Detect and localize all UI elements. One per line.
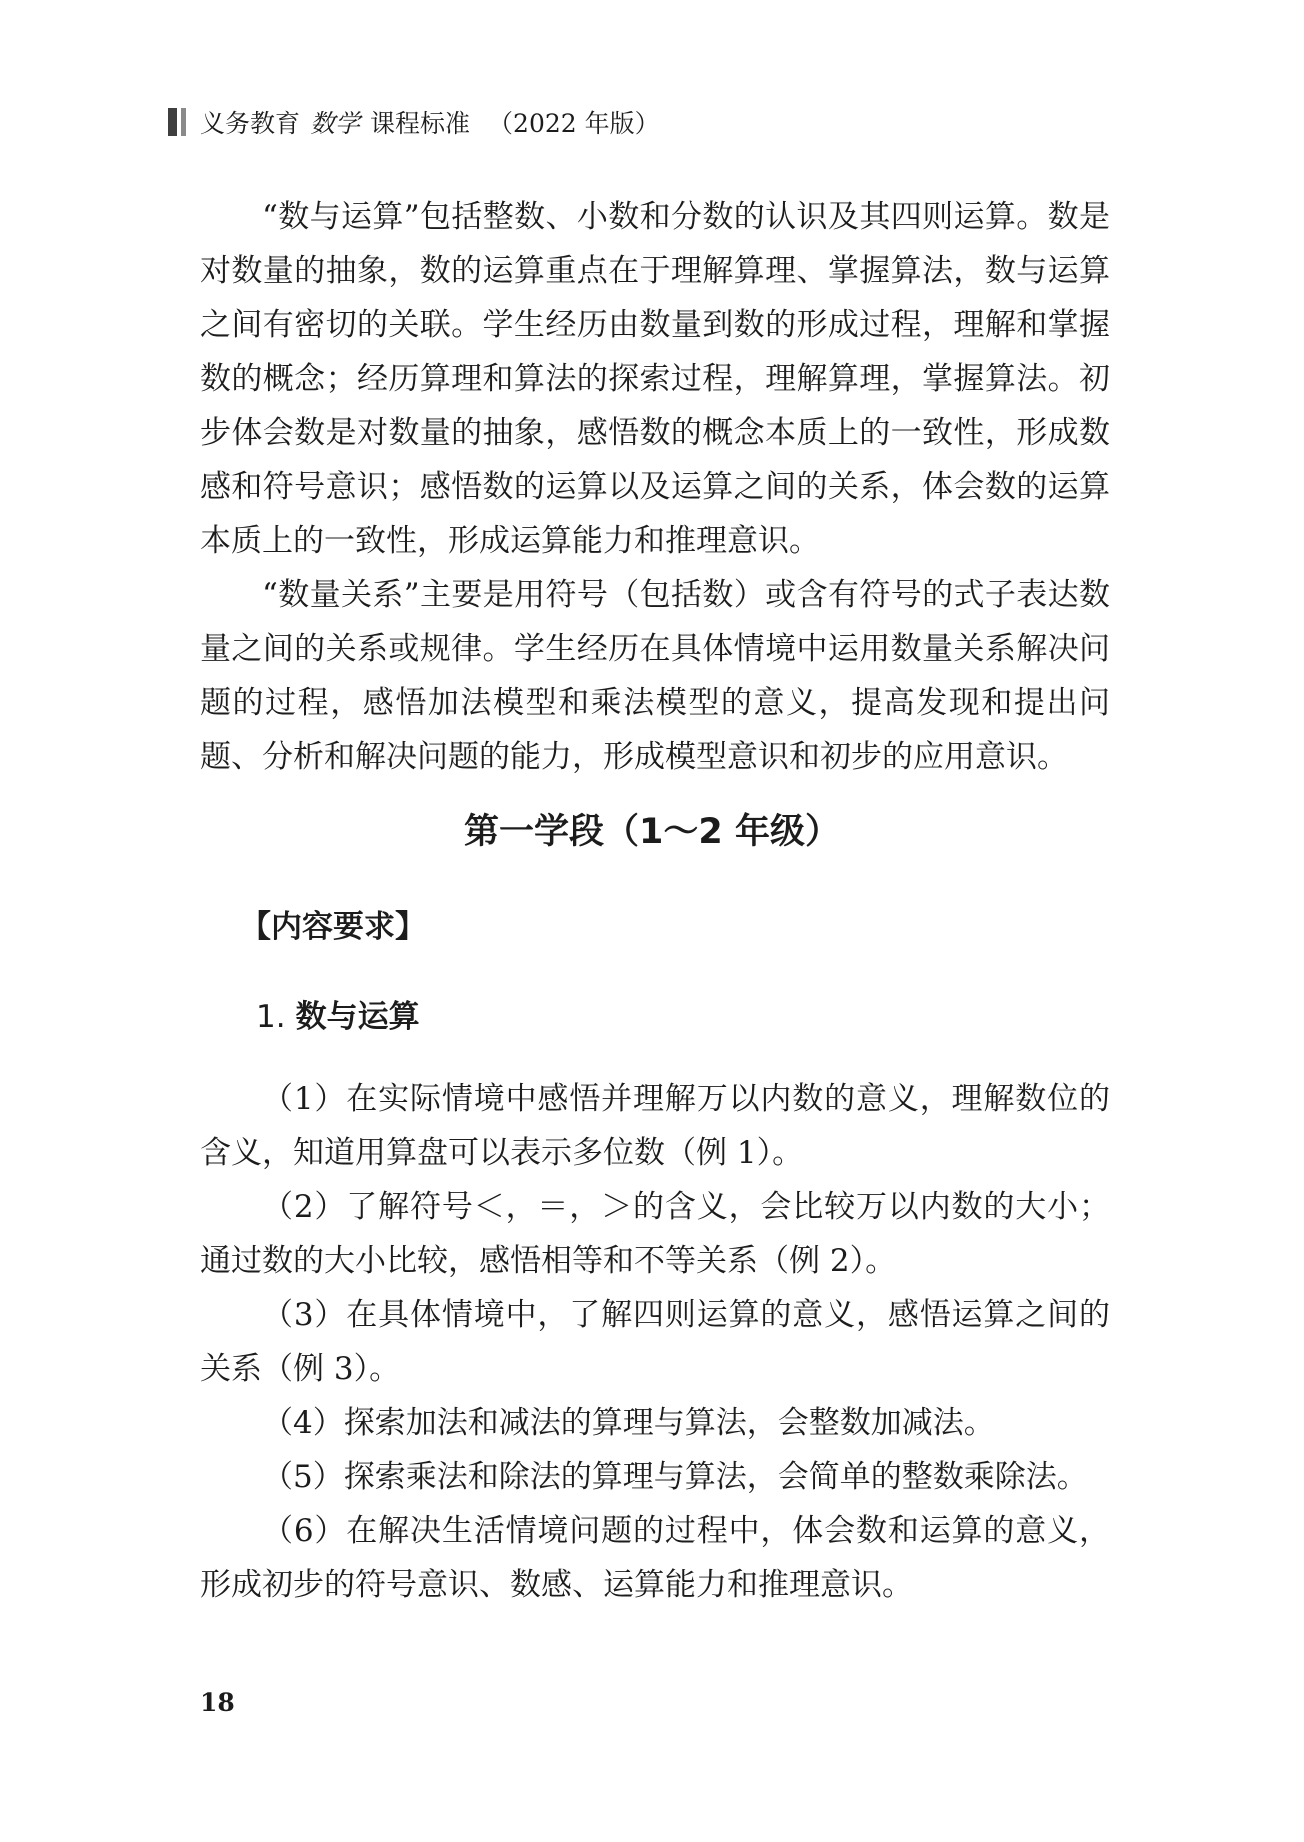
topic-number: 1.	[256, 999, 286, 1035]
requirement-item: （6）在解决生活情境问题的过程中，体会数和运算的意义，形成初步的符号意识、数感、运算能力和推理意识。	[200, 1513, 1110, 1603]
running-header	[168, 104, 660, 140]
page-number: 18	[200, 1688, 235, 1717]
header-title-subject: 数学	[310, 109, 361, 138]
topic-title: 数与运算	[295, 999, 420, 1035]
requirement-item: （4）探索加法和减法的算理与算法，会整数加减法。	[262, 1405, 995, 1441]
header-title-part1: 义务教育	[200, 109, 301, 138]
paragraph-quantitative-relations: “数量关系”主要是用符号（包括数）或含有符号的式子表达数量之间的关系或规律。学生经历在具体情境中运用数量关系解决问题的过程，感悟加法模型和乘法模型的意义，提高发现和提出问题、分析和解决问题的能力，形成模型意识和初步的应用意识。	[200, 577, 1110, 775]
requirement-list	[200, 1072, 1110, 1612]
content-requirements-heading: 【内容要求】	[240, 909, 426, 945]
paragraph-number-and-operations: “数与运算”包括整数、小数和分数的认识及其四则运算。数是对数量的抽象，数的运算重点在于理解算理、掌握算法，数与运算之间有密切的关联。学生经历由数量到数的形成过程，理解和掌握数的概念；经历算理和算法的探索过程，理解算理，掌握算法。初步体会数是对数量的抽象，感悟数的概念本质上的一致性，形成数感和符号意识；感悟数的运算以及运算之间的关系，体会数的运算本质上的一致性，形成运算能力和推理意识。	[200, 199, 1110, 559]
header-year: （2022 年版）	[488, 109, 660, 138]
requirement-item: （5）探索乘法和除法的算理与算法，会简单的整数乘除法。	[262, 1459, 1088, 1495]
header-title-part3: 课程标准	[370, 109, 471, 138]
requirement-item: （3）在具体情境中，了解四则运算的意义，感悟运算之间的关系（例 3）。	[200, 1297, 1110, 1387]
section-title: 第一学段（1～2 年级）	[464, 812, 840, 852]
requirement-item: （2）了解符号＜，＝，＞的含义，会比较万以内数的大小；通过数的大小比较，感悟相等和不等关系（例 2）。	[200, 1189, 1110, 1279]
requirement-item: （1）在实际情境中感悟并理解万以内数的意义，理解数位的含义，知道用算盘可以表示多位数（例 1）。	[200, 1081, 1110, 1171]
topic-heading	[256, 992, 420, 1042]
header-bars-icon	[168, 108, 190, 136]
